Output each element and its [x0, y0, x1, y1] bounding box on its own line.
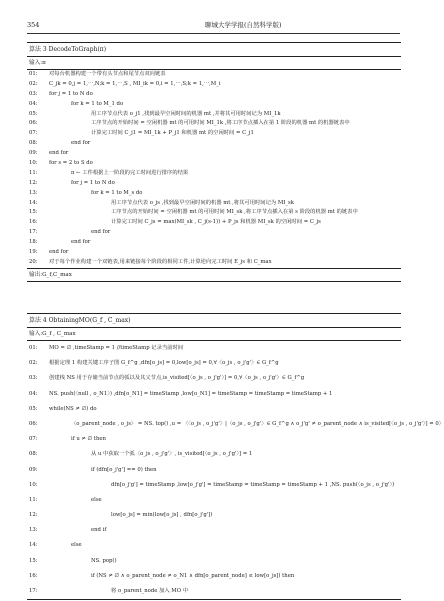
pseudocode-line [27, 238, 401, 248]
algorithm-4-body [27, 341, 444, 599]
pseudocode-line [27, 258, 401, 268]
running-header [27, 19, 400, 34]
line-number: 13: [29, 527, 38, 534]
pseudocode-line [27, 179, 401, 189]
line-code: else [91, 496, 102, 503]
algorithm-4-box [27, 313, 444, 600]
line-code: dfn[o_j'g'] = timeStamp ,low[o_j'g'] = timeStamp = timeStamp = timeStamp + 1 ,NS. push(〈o_js , o_j'g'〉) [111, 481, 395, 488]
line-number: 02: [29, 80, 38, 87]
pseudocode-line [27, 169, 401, 179]
line-code: NS. push(〈null , o_N1〉) ,dfn[o_N1] = timeStamp ,low[o_N1] = timeStamp = timeStamp = timeStamp + 1 [49, 390, 333, 397]
line-code: end for [49, 150, 69, 157]
algorithm-4-input: 输入:G_f , C_max [27, 328, 401, 341]
pseudocode-line [27, 149, 401, 159]
pseudocode-line [27, 248, 401, 258]
line-code: if (NS ≠ ∅ ∧ o_parent_node ≠ o_N1 ∧ dfn[o_parent_node] ≤ low[o_js]) then [91, 572, 295, 579]
line-number: 19: [29, 249, 38, 256]
line-code: for j = 1 to N do [49, 90, 93, 97]
line-code: 工序节点的开始时间 = 空闲机器 mt 的可用时间 MI_1k ,将工序节点插入在第 1 阶段的机器 mt 的机器链表中 [91, 120, 350, 127]
pseudocode-line [27, 584, 401, 599]
pseudocode-line [27, 432, 401, 447]
pseudocode-line [27, 478, 401, 493]
pseudocode-line [27, 129, 401, 139]
line-number: 02: [29, 360, 38, 367]
line-number: 09: [29, 150, 38, 157]
algorithm-3-body [27, 70, 401, 268]
algorithm-3-box [27, 42, 401, 282]
algorithm-3-output: 输出:G_f,C_max [27, 268, 401, 281]
line-number: 17: [29, 229, 38, 236]
pseudocode-line [27, 447, 401, 462]
line-number: 16: [29, 219, 38, 226]
line-number: 09: [29, 466, 38, 473]
line-code: for k = 1 to M_s do [91, 189, 143, 196]
line-number: 08: [29, 451, 38, 458]
line-code: end if [91, 527, 107, 534]
line-number: 08: [29, 140, 38, 147]
pseudocode-line [27, 70, 401, 80]
journal-name: 聊城大学学报(自然科学版) [205, 21, 282, 29]
line-number: 12: [29, 512, 38, 519]
pseudocode-line [27, 228, 401, 238]
line-code: if (dfn[o_j'g'] == 0) then [91, 466, 157, 473]
line-number: 04: [29, 390, 38, 397]
algorithm-3-input: 输入:π [27, 57, 401, 70]
line-number: 07: [29, 436, 38, 443]
line-number: 11: [29, 496, 38, 503]
line-code: end for [91, 229, 111, 236]
pseudocode-line [27, 402, 401, 417]
pseudocode-line [27, 100, 401, 110]
line-number: 07: [29, 130, 38, 137]
line-number: 20: [29, 258, 38, 265]
pseudocode-line [27, 417, 444, 432]
line-code: 计算完工时间 C_j1 = MI_1k + P_j1 和机器 mt 的空闲时间 = C_j1 [91, 130, 254, 137]
line-code: end for [71, 140, 91, 147]
pseudocode-line [27, 159, 401, 169]
pseudocode-line [27, 356, 401, 371]
line-number: 10: [29, 160, 38, 167]
line-number: 06: [29, 420, 38, 427]
line-code: end for [71, 239, 91, 246]
pseudocode-line [27, 554, 401, 569]
line-number: 01: [29, 71, 38, 77]
line-code: NS. pop() [91, 557, 117, 564]
pseudocode-line [27, 218, 401, 228]
pseudocode-line [27, 119, 401, 129]
line-code: 工序节点的开始时间 = 空闲机器 mt 的可用时间 MI_sk ,将工序节点插入在第 s 阶段的机器 mt 的链表中 [111, 209, 358, 216]
line-number: 14: [29, 199, 38, 206]
line-code: 创建栈 NS 用于存储当前节点的弧以及其父节点,is_visited[〈o_js , o_j'g'〉] = 0,∀〈o_js , o_j'g'〉∈ G_f^g [49, 375, 305, 382]
pseudocode-line [27, 523, 401, 538]
line-number: 01: [29, 345, 38, 351]
pseudocode-line [27, 463, 401, 478]
line-code: MO = ∅ ,timeStamp = 1 //timeStamp 记录当前时间 [49, 345, 184, 351]
line-number: 10: [29, 481, 38, 488]
pseudocode-line [27, 199, 401, 209]
line-code: 计算完工时间 C_js = max(MI_sk , C_j(s-1)) + P_js 和机器 MI_sk 的空闲时间 = C_js [111, 219, 321, 226]
line-number: 11: [29, 169, 38, 176]
pseudocode-line [27, 387, 401, 402]
pseudocode-line [27, 569, 401, 584]
pseudocode-line [27, 189, 401, 199]
pseudocode-line [27, 110, 401, 120]
line-code: while(NS ≠ ∅) do [49, 405, 97, 412]
line-code: π ← 工件根据上一阶段的完工时间进行排序的结果 [71, 169, 189, 176]
line-code: 用工序节点代表 o_j1 ,找到最早空闲时间的机器 mt ,并将其可用时间记为 MI_1k [91, 110, 281, 117]
line-code: 将 o_parent_node 加入 MO 中 [111, 588, 189, 594]
line-number: 17: [29, 588, 38, 594]
pseudocode-line [27, 371, 401, 386]
pseudocode-line [27, 208, 401, 218]
pseudocode-line [27, 341, 401, 356]
line-number: 05: [29, 405, 38, 412]
line-number: 14: [29, 542, 38, 549]
line-code: 〈o_parent_node , o_js〉 = NS. top() ,u = 〈〈o_js , o_j'g'〉|〈o_js , o_j'g'〉∈ G_f^g ∧ o_j'g' ≠ o_parent_node ∧ is_visited[〈o_js , o_j'g'〉] = 0〉 [71, 420, 444, 427]
line-code: for j = 1 to N do [71, 179, 115, 186]
algorithm-4-title: 算法 4 ObtainingMO(G_f , C_max) [27, 314, 401, 328]
line-number: 13: [29, 189, 38, 196]
line-number: 18: [29, 239, 38, 246]
line-code: 根据定理 1 构建关键工序子图 G_f^g ,dfn[o_js] = 0,low[o_js] = 0,∀〈o_js , o_j'g'〉∈ G_f^g [49, 360, 279, 367]
pseudocode-line [27, 90, 401, 100]
line-number: 03: [29, 375, 38, 382]
line-code: if u ≠ ∅ then [71, 436, 106, 443]
line-number: 05: [29, 110, 38, 117]
page-number: 354 [27, 21, 40, 29]
pseudocode-line [27, 139, 401, 149]
line-number: 06: [29, 120, 38, 127]
line-code: end for [49, 249, 69, 256]
line-code: 用工序节点代表 o_js ,找到最早空闲时间的机器 mt ,将其可用时间记为 MI_sk [111, 199, 294, 206]
line-code: 对于每个作业构建一个双链表,用来链接每个阶段的相同工件,计算逆向完工时间 E_js 和 C_max [49, 258, 272, 265]
line-number: 03: [29, 90, 38, 97]
line-code: low[o_js] = min(low[o_js] , dfn[o_j'g']) [111, 512, 213, 519]
line-code: for s = 2 to S do [49, 160, 93, 167]
line-code: C_jk = 0,j = 1,⋯,N;k = 1,⋯,S , MI_ik = 0,i = 1,⋯,S;k = 1,⋯,M_i [49, 80, 221, 87]
line-number: 16: [29, 572, 38, 579]
pseudocode-line [27, 508, 401, 523]
algorithm-3-title: 算法 3 DecodeToGraph(π) [27, 43, 401, 57]
pseudocode-line [27, 493, 401, 508]
line-number: 04: [29, 100, 38, 107]
line-code: 从 u 中获取一个弧〈o_js , o_j'g'〉, is_visited[〈o_js , o_j'g'〉] = 1 [91, 451, 253, 458]
line-code: 对每台机器构建一个带有头节点和尾节点双向链表 [49, 71, 166, 77]
line-number: 15: [29, 209, 38, 216]
line-code: for k = 1 to M_1 do [71, 100, 124, 107]
line-number: 12: [29, 179, 38, 186]
pseudocode-line [27, 80, 401, 90]
pseudocode-line [27, 538, 401, 553]
line-number: 15: [29, 557, 38, 564]
line-code: else [71, 542, 82, 549]
